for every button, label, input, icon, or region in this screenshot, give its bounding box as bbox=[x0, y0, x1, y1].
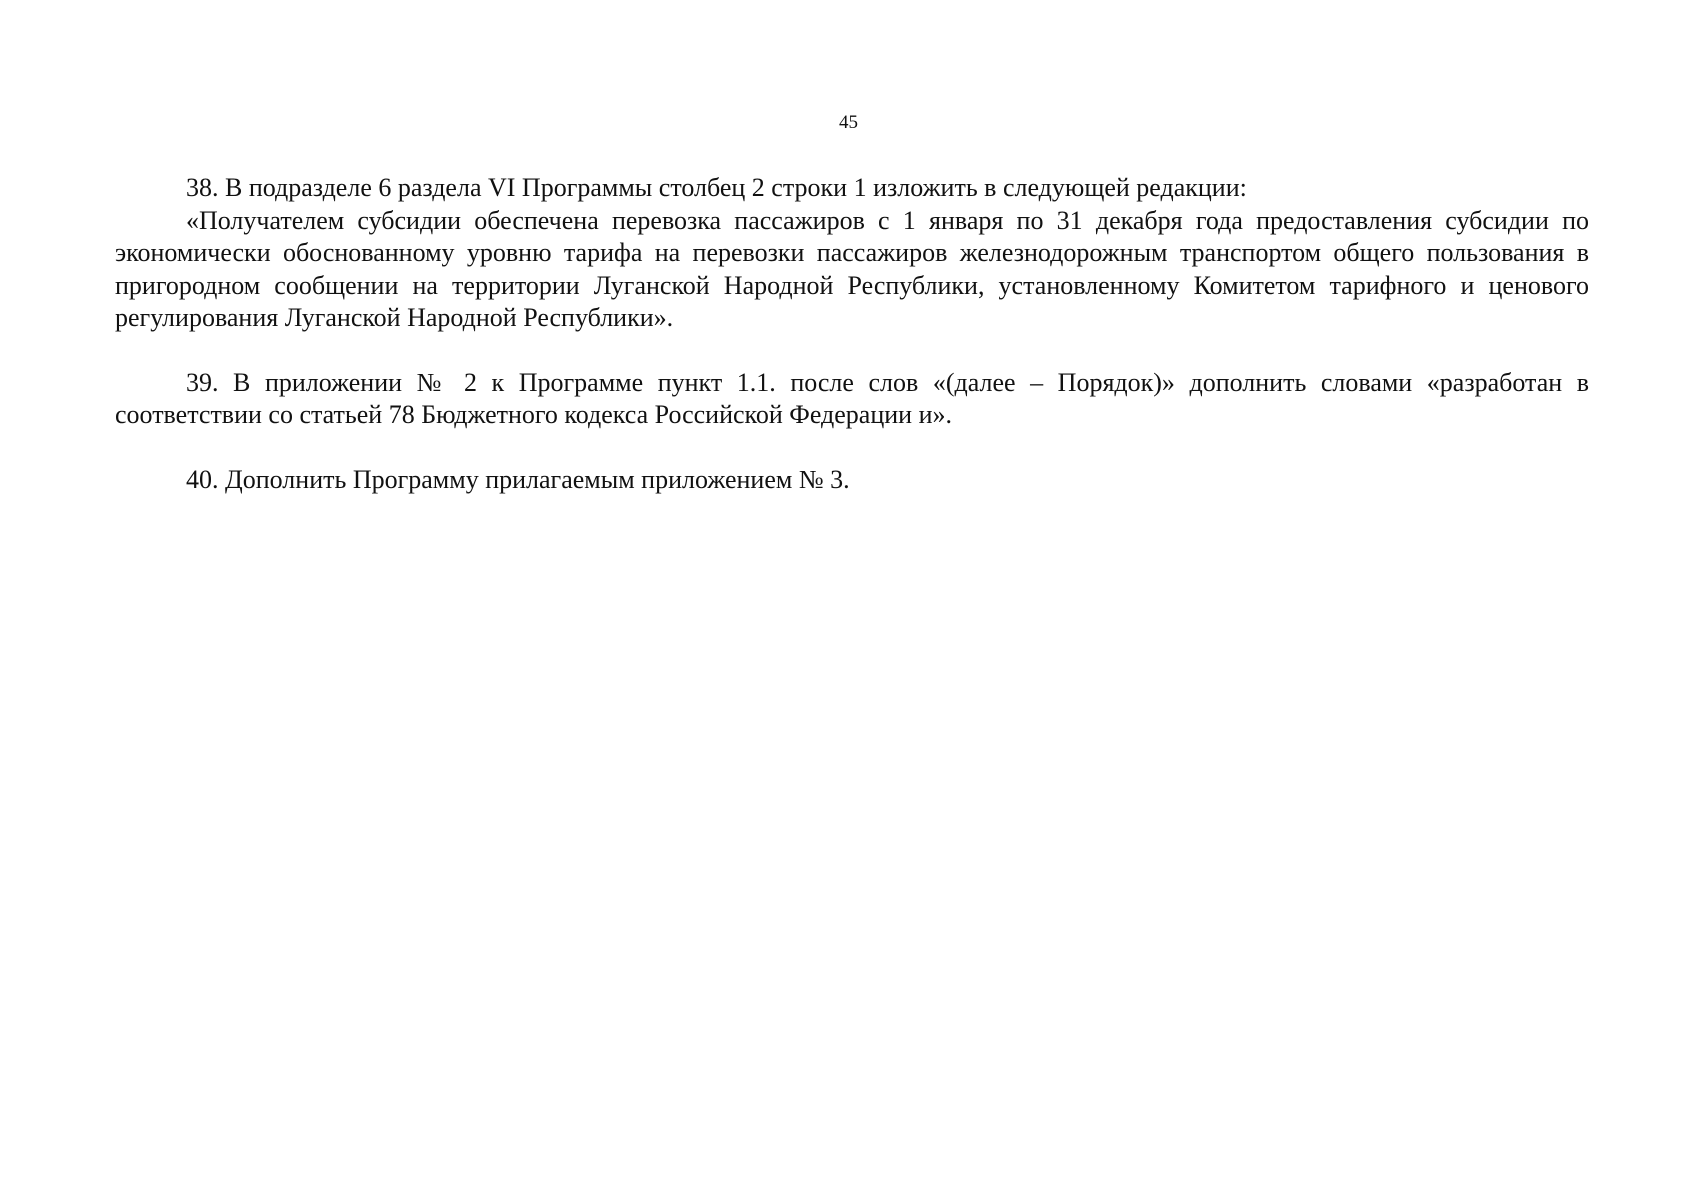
paragraph-39: 39. В приложении № 2 к Программе пункт 1.1. после слов «(далее – Порядок)» дополнить словами «разработан в соответствии со статьей 78 Бюджетного кодекса Российской Федерации и». bbox=[115, 367, 1589, 429]
paragraph-38: 38. В подразделе 6 раздела VI Программы столбец 2 строки 1 изложить в следующей редакции: bbox=[186, 173, 1247, 202]
paragraph-38-quote: «Получателем субсидии обеспечена перевозка пассажиров с 1 января по 31 декабря года предоставления субсидии по экономически обоснованному уровню тарифа на перевозки пассажиров железнодорожным транспортом общего пользования в пригородном сообщении на территории Луганской Народной Республики, установленному Комитетом тарифного и ценового регулирования Луганской Народной Республики». bbox=[115, 205, 1589, 332]
page-number: 45 bbox=[839, 112, 858, 133]
paragraph-spacer bbox=[115, 432, 1589, 464]
paragraph-40: 40. Дополнить Программу прилагаемым приложением № 3. bbox=[186, 464, 850, 494]
paragraph-spacer bbox=[115, 335, 1589, 367]
document-body bbox=[115, 172, 1589, 496]
